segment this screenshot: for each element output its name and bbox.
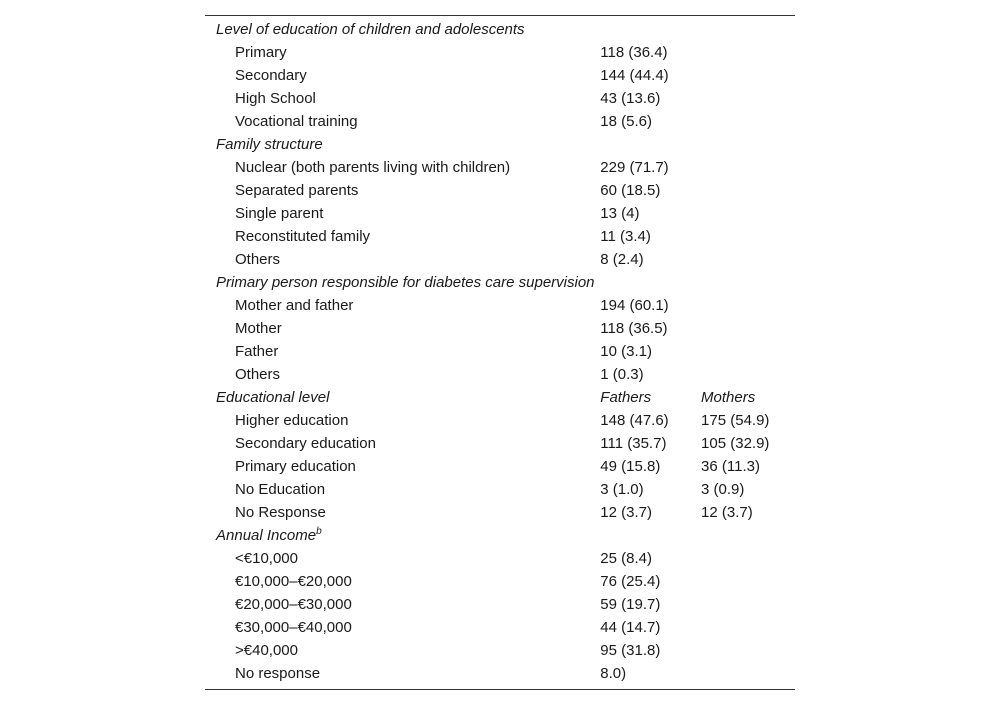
- row-label: No response: [235, 665, 321, 682]
- footnote-marker: b: [316, 526, 322, 537]
- row-label: Others: [235, 251, 281, 268]
- section-title: Primary person responsible for diabetes care supervision: [216, 274, 595, 291]
- section-title: Educational level: [216, 389, 330, 406]
- row-label: Nuclear (both parents living with children): [235, 159, 511, 176]
- column-header-mothers: Mothers: [701, 389, 756, 406]
- section-header-child-education: [205, 18, 795, 41]
- section-title: [205, 524, 600, 547]
- demographics-table-container: [205, 15, 795, 690]
- table-row: [205, 593, 795, 616]
- section-title: Family structure: [216, 136, 323, 153]
- table-row: [205, 409, 795, 432]
- row-label: No Education: [235, 481, 326, 498]
- row-value: 118 (36.4): [600, 44, 668, 61]
- row-value: 18 (5.6): [600, 113, 652, 130]
- section-title: Level of education of children and adolescents: [216, 21, 525, 38]
- row-label: Others: [235, 366, 281, 383]
- section-header-care-supervision: [205, 271, 795, 294]
- table-row: [205, 110, 795, 133]
- table-row: [205, 432, 795, 455]
- row-label: >€40,000: [235, 642, 298, 659]
- row-label: Father: [235, 343, 279, 360]
- row-label: €20,000–€30,000: [235, 596, 352, 613]
- section-header-family-structure: [205, 133, 795, 156]
- table-row: [205, 662, 795, 685]
- row-label: No Response: [235, 504, 326, 521]
- table-row: [205, 547, 795, 570]
- row-value: 43 (13.6): [600, 90, 661, 107]
- section-title-text: Annual Income: [216, 527, 317, 544]
- row-label: Separated parents: [235, 182, 359, 199]
- column-header-fathers: Fathers: [600, 389, 652, 406]
- row-label: Vocational training: [235, 113, 358, 130]
- row-label: €30,000–€40,000: [235, 619, 352, 636]
- row-label: High School: [235, 90, 316, 107]
- row-label: Primary: [235, 44, 287, 61]
- row-value: 44 (14.7): [600, 619, 661, 636]
- row-value: 1 (0.3): [600, 366, 644, 383]
- row-value: 25 (8.4): [600, 550, 652, 567]
- row-label: Reconstituted family: [235, 228, 371, 245]
- row-label: Mother: [235, 320, 282, 337]
- row-label: Primary education: [235, 458, 356, 475]
- row-value: 144 (44.4): [600, 67, 669, 84]
- table-row: [205, 87, 795, 110]
- row-value-mothers: 12 (3.7): [701, 504, 753, 521]
- table-row: [205, 340, 795, 363]
- row-label: Higher education: [235, 412, 349, 429]
- table-row: [205, 225, 795, 248]
- row-value: 10 (3.1): [600, 343, 652, 360]
- row-value-fathers: 12 (3.7): [600, 504, 652, 521]
- row-value-fathers: 3 (1.0): [600, 481, 644, 498]
- table-row: [205, 179, 795, 202]
- table-row: [205, 248, 795, 271]
- row-value: 59 (19.7): [600, 596, 661, 613]
- row-label: Single parent: [235, 205, 324, 222]
- row-value-mothers: 175 (54.9): [701, 412, 770, 429]
- row-label: Secondary education: [235, 435, 376, 452]
- row-value-fathers: 148 (47.6): [600, 412, 669, 429]
- row-label: €10,000–€20,000: [235, 573, 352, 590]
- row-value-mothers: 105 (32.9): [701, 435, 770, 452]
- table-row: [205, 501, 795, 524]
- table-row: [205, 363, 795, 386]
- demographics-table: [205, 18, 795, 685]
- table-row: [205, 202, 795, 225]
- row-value-mothers: 3 (0.9): [701, 481, 745, 498]
- table-row: [205, 570, 795, 593]
- table-row: [205, 455, 795, 478]
- row-value: 8.0): [600, 665, 627, 682]
- row-value-fathers: 111 (35.7): [600, 435, 667, 452]
- table-row: [205, 317, 795, 340]
- table-row: [205, 639, 795, 662]
- table-row: [205, 41, 795, 64]
- table-row: [205, 64, 795, 87]
- row-label: <€10,000: [235, 550, 298, 567]
- row-value: 11 (3.4): [600, 228, 651, 245]
- row-value: 76 (25.4): [600, 573, 661, 590]
- row-value: 13 (4): [600, 205, 640, 222]
- row-label: Mother and father: [235, 297, 354, 314]
- row-value: 95 (31.8): [600, 642, 661, 659]
- table-row: [205, 294, 795, 317]
- row-value-fathers: 49 (15.8): [600, 458, 661, 475]
- row-value: 60 (18.5): [600, 182, 661, 199]
- table-row: [205, 478, 795, 501]
- row-value: 194 (60.1): [600, 297, 669, 314]
- table-row: [205, 616, 795, 639]
- row-value: 8 (2.4): [600, 251, 644, 268]
- row-label: Secondary: [235, 67, 307, 84]
- row-value-mothers: 36 (11.3): [701, 458, 760, 475]
- section-header-educational-level: [205, 386, 795, 409]
- row-value: 118 (36.5): [600, 320, 668, 337]
- section-header-annual-income: [205, 524, 795, 547]
- table-row: [205, 156, 795, 179]
- row-value: 229 (71.7): [600, 159, 669, 176]
